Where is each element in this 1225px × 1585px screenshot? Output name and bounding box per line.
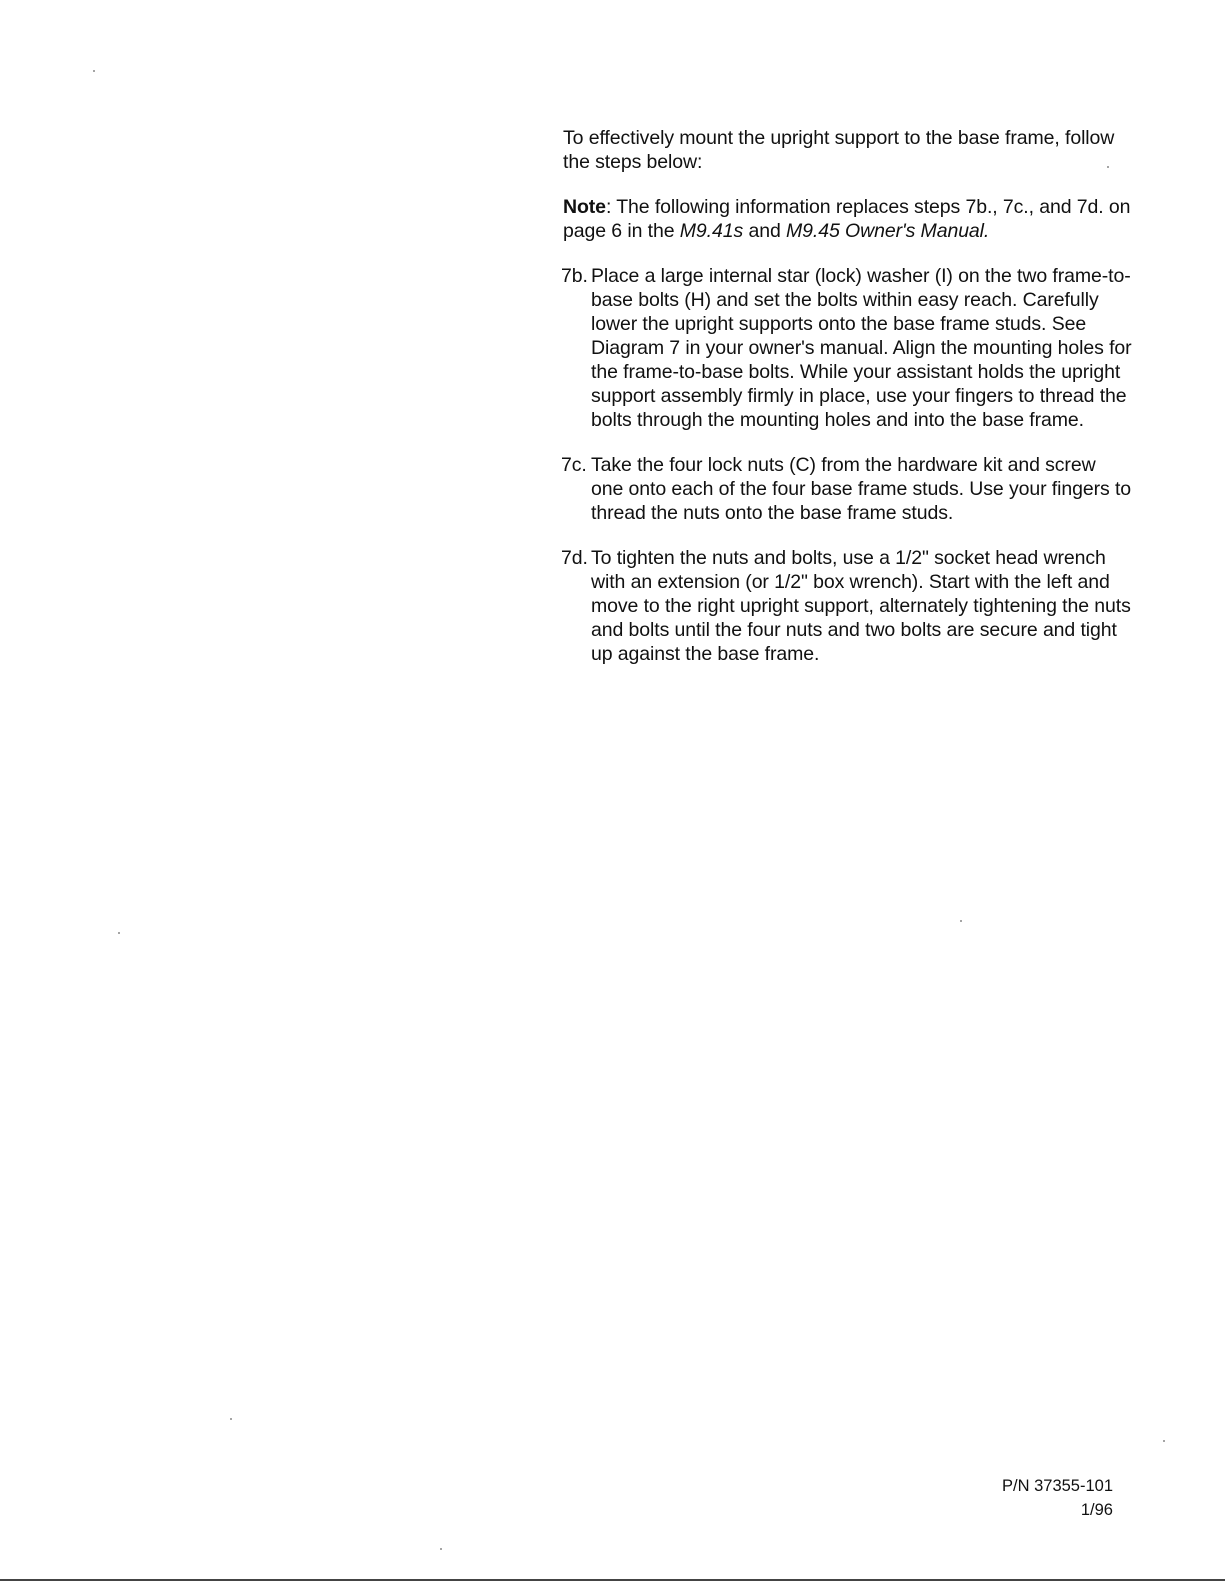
page-bottom-edge [0, 1579, 1225, 1581]
step-text: Take the four lock nuts (C) from the hardware kit and screw one onto each of the four base frame studs. Use your fingers to thread the nuts onto the base frame studs. [591, 454, 1132, 524]
revision-date: 1/96 [1080, 1501, 1113, 1519]
step-text: Place a large internal star (lock) washer (I) on the two frame-to-base bolts (H) and set the bolts within easy reach. Carefully lower the upright supports onto the base frame studs. See Diagram 7 in your owner's manual. Align the mounting holes for the frame-to-base bolts. While your assistant holds the upright support assembly firmly in place, use your fingers to thread the bolts through the mounting holes and into the base frame. [591, 265, 1132, 431]
note-paragraph [563, 195, 1133, 243]
note-text-before: : The following information replaces steps 7b., 7c., and 7d. on page 6 in the [563, 196, 1131, 242]
step-number: 7b. [561, 265, 588, 287]
document-footer [1002, 1474, 1113, 1522]
note-label: Note [563, 196, 606, 218]
note-text-mid: and [743, 220, 787, 242]
step-7d [563, 546, 1133, 666]
step-7b [563, 264, 1133, 432]
step-number: 7c. [561, 454, 587, 476]
step-text: To tighten the nuts and bolts, use a 1/2" socket head wrench with an extension (or 1/2" box wrench). Start with the left and move to the right upright support, alternately tightening the nuts and bolts until the four nuts and two bolts are secure and tight up against the base frame. [591, 547, 1131, 665]
note-model-a: M9.41s [679, 220, 744, 242]
step-7c [563, 453, 1133, 525]
intro-paragraph: To effectively mount the upright support to the base frame, follow the steps below: [563, 127, 1115, 173]
instructions-body [563, 126, 1133, 687]
step-number: 7d. [561, 547, 588, 569]
part-number: P/N 37355-101 [1002, 1477, 1113, 1495]
note-model-b: M9.45 Owner's Manual. [786, 220, 990, 242]
